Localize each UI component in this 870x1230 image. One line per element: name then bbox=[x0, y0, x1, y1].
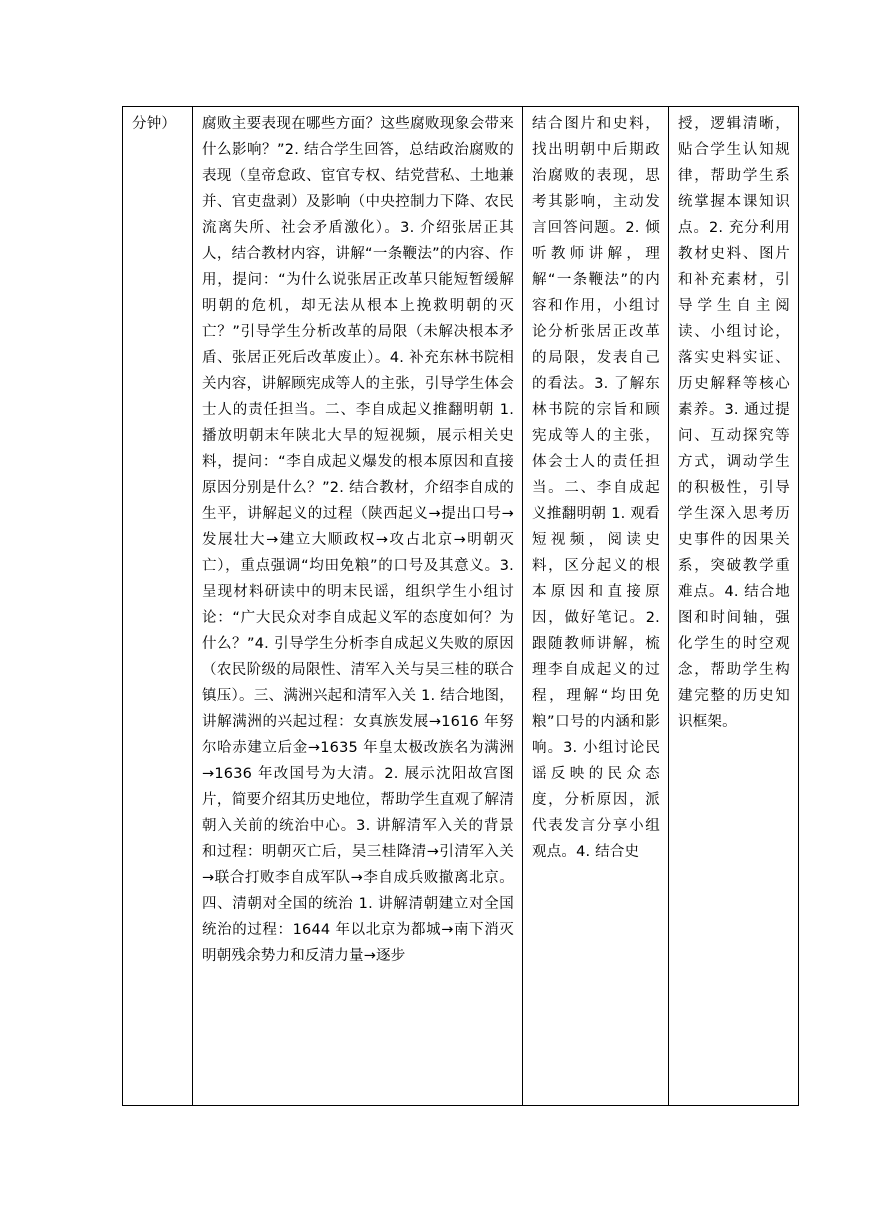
design-intent-cell: 授，逻辑清晰，贴合学生认知规律，帮助学生系统掌握本课知识点。2. 充分利用教材史料、图片和补充素材，引导学生自主阅读、小组讨论，落实史料实证、历史解释等核心素养。3. 通过提问、互动探究等方式，调动学生的积极性，引导学生深入思考历史事件的因果关系，突破教学重难点。4. 结合地图和时间轴，强化学生的时空观念，帮助学生构建完整的历史知识框架。 bbox=[669, 107, 799, 1106]
time-cell: 分钟） bbox=[123, 107, 193, 1106]
lesson-plan-table bbox=[122, 106, 799, 1106]
table-row bbox=[123, 107, 799, 1106]
teacher-activity-cell: 腐败主要表现在哪些方面？这些腐败现象会带来什么影响？”2. 结合学生回答，总结政治腐败的表现（皇帝怠政、宦官专权、结党营私、土地兼并、官吏盘剥）及影响（中央控制力下降、农民流离失所、社会矛盾激化）。3. 介绍张居正其人，结合教材内容，讲解“一条鞭法”的内容、作用，提问：“为什么说张居正改革只能短暂缓解明朝的危机，却无法从根本上挽救明朝的灭亡？”引导学生分析改革的局限（未解决根本矛盾、张居正死后改革废止）。4. 补充东林书院相关内容，讲解顾宪成等人的主张，引导学生体会士人的责任担当。二、李自成起义推翻明朝 1. 播放明朝末年陕北大旱的短视频，展示相关史料，提问：“李自成起义爆发的根本原因和直接原因分别是什么？”2. 结合教材，介绍李自成的生平，讲解起义的过程（陕西起义→提出口号→发展壮大→建立大顺政权→攻占北京→明朝灭亡），重点强调“均田免粮”的口号及其意义。3. 呈现材料研读中的明末民谣，组织学生小组讨论：“广大民众对李自成起义军的态度如何？为什么？”4. 引导学生分析李自成起义失败的原因（农民阶级的局限性、清军入关与吴三桂的联合镇压）。三、满洲兴起和清军入关 1. 结合地图，讲解满洲的兴起过程：女真族发展→1616 年努尔哈赤建立后金→1635 年皇太极改族名为满洲→1636 年改国号为大清。2. 展示沈阳故宫图片，简要介绍其历史地位，帮助学生直观了解清朝入关前的统治中心。3. 讲解清军入关的背景和过程：明朝灭亡后，吴三桂降清→引清军入关→联合打败李自成军队→李自成兵败撤离北京。四、清朝对全国的统治 1. 讲解清朝建立对全国统治的过程：1644 年以北京为都城→南下消灭明朝残余势力和反清力量→逐步 bbox=[193, 107, 523, 1106]
student-activity-cell: 结合图片和史料，找出明朝中后期政治腐败的表现，思考其影响，主动发言回答问题。2. 倾听教师讲解，理解“一条鞭法”的内容和作用，小组讨论分析张居正改革的局限，发表自己的看法。3. 了解东林书院的宗旨和顾宪成等人的主张，体会士人的责任担当。二、李自成起义推翻明朝 1. 观看短视频，阅读史料，区分起义的根本原因和直接原因，做好笔记。2. 跟随教师讲解，梳理李自成起义的过程，理解“均田免粮”口号的内涵和影响。3. 小组讨论民谣反映的民众态度，分析原因，派代表发言分享小组观点。4. 结合史 bbox=[523, 107, 669, 1106]
